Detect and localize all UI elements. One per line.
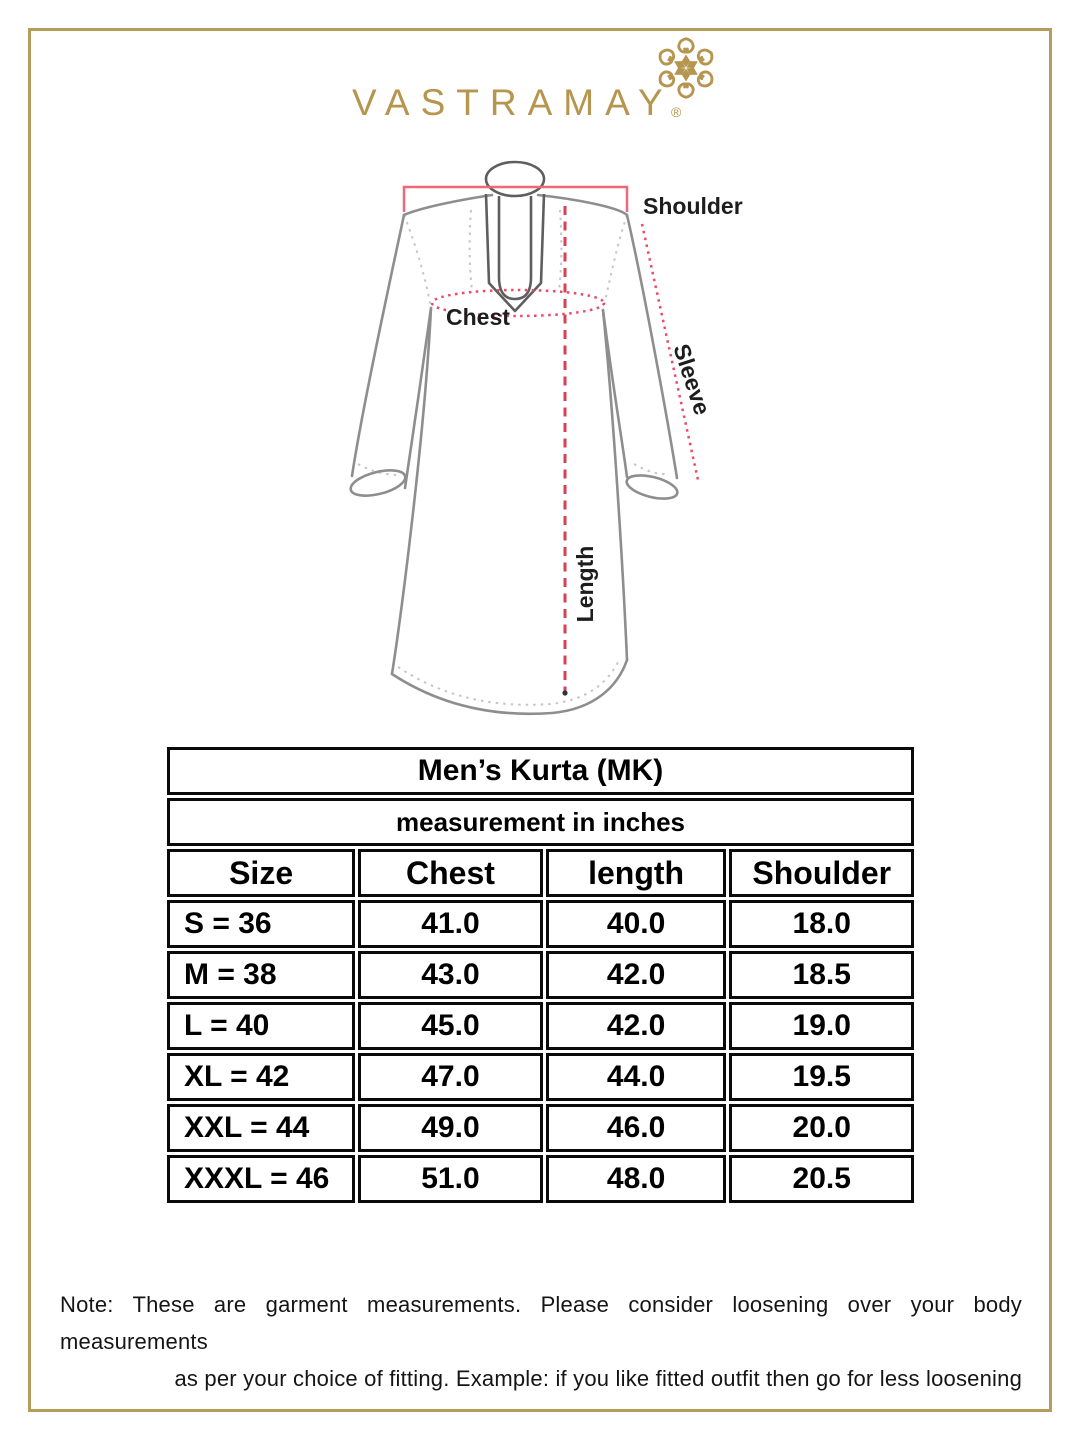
table-row [167, 1053, 914, 1101]
seam-dotted-lines [358, 210, 668, 705]
brand-wordmark: VASTRAMAY [352, 82, 674, 123]
size-chart-table [164, 744, 917, 1206]
column-header-length: length [546, 849, 727, 897]
note-line-2: as per your choice of fitting. Example: if you like fitted outfit then go for less loosening [174, 1366, 1022, 1391]
length-cell: 42.0 [546, 1002, 727, 1050]
chest-cell: 45.0 [358, 1002, 543, 1050]
kurta-measurement-diagram [300, 150, 800, 750]
chest-label: Chest [446, 304, 510, 330]
kurta-outline [348, 195, 679, 714]
size-cell: M = 38 [167, 951, 355, 999]
note-line-1: Note: These are garment measurements. Please consider loosening over your body measurements [60, 1292, 1022, 1354]
chest-cell: 43.0 [358, 951, 543, 999]
length-cell: 40.0 [546, 900, 727, 948]
size-cell: XXL = 44 [167, 1104, 355, 1152]
shoulder-cell: 18.5 [729, 951, 914, 999]
length-line-end-dot [562, 690, 567, 695]
table-subtitle: measurement in inches [167, 798, 914, 846]
table-row [167, 1155, 914, 1203]
length-label: Length [572, 545, 598, 623]
column-header-shoulder: Shoulder [729, 849, 914, 897]
registered-trademark-symbol: ® [671, 104, 682, 120]
brand-medallion-icon [650, 34, 722, 102]
shoulder-cell: 19.5 [729, 1053, 914, 1101]
sleeve-label: Sleeve [668, 340, 716, 418]
size-cell: XL = 42 [167, 1053, 355, 1101]
length-cell: 46.0 [546, 1104, 727, 1152]
size-cell: S = 36 [167, 900, 355, 948]
column-header-size: Size [167, 849, 355, 897]
table-title-row [167, 747, 914, 795]
shoulder-cell: 18.0 [729, 900, 914, 948]
shoulder-cell: 20.5 [729, 1155, 914, 1203]
length-cell: 48.0 [546, 1155, 727, 1203]
table-row [167, 1002, 914, 1050]
shoulder-measure-bracket [404, 187, 627, 212]
size-cell: L = 40 [167, 1002, 355, 1050]
chest-cell: 41.0 [358, 900, 543, 948]
shoulder-cell: 19.0 [729, 1002, 914, 1050]
shoulder-label: Shoulder [643, 193, 743, 219]
table-header-row [167, 849, 914, 897]
table-row [167, 900, 914, 948]
column-header-chest: Chest [358, 849, 543, 897]
length-cell: 44.0 [546, 1053, 727, 1101]
measurement-note [60, 1286, 1022, 1397]
shoulder-cell: 20.0 [729, 1104, 914, 1152]
length-cell: 42.0 [546, 951, 727, 999]
chest-cell: 47.0 [358, 1053, 543, 1101]
table-title: Men’s Kurta (MK) [167, 747, 914, 795]
size-cell: XXXL = 46 [167, 1155, 355, 1203]
chest-cell: 51.0 [358, 1155, 543, 1203]
table-row [167, 951, 914, 999]
table-row [167, 1104, 914, 1152]
table-subtitle-row [167, 798, 914, 846]
collar-placket [486, 162, 544, 311]
chest-cell: 49.0 [358, 1104, 543, 1152]
